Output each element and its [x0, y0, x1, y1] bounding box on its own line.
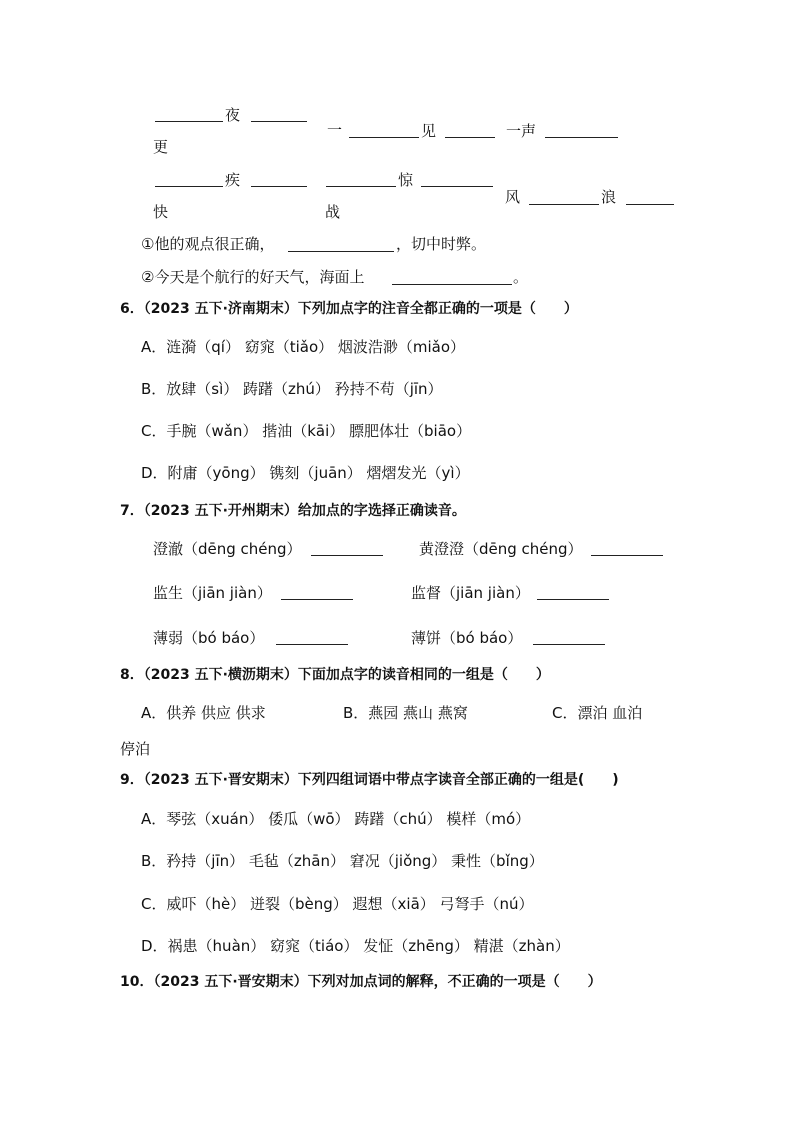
option-d[interactable]: D．附庸（yōng） 镌刻（juān） 熠熠发光（yì） — [141, 464, 470, 482]
blank[interactable] — [155, 121, 223, 122]
char-feng: 风 — [505, 188, 521, 206]
char-zhan: 战 — [325, 203, 341, 221]
blank[interactable] — [392, 284, 512, 285]
char-ji: 疾 — [225, 171, 241, 189]
blank[interactable] — [251, 186, 307, 187]
char-jian: 见 — [421, 122, 437, 140]
answer-blank[interactable] — [311, 555, 383, 556]
sentence-1-post: ，切中时弊。 — [396, 235, 487, 253]
option-c[interactable]: C．手腕（wǎn） 揩油（kāi） 膘肥体壮（biāo） — [141, 422, 472, 440]
char-geng: 更 — [153, 138, 169, 156]
option-b[interactable]: B．放肆（sì） 踌躇（zhú） 矜持不苟（jīn） — [141, 380, 443, 398]
question-title: 9．（2023 五下·晋安期末）下列四组词语中带点字读音全部正确的一组是( ) — [120, 772, 619, 788]
sentence-2-pre: ②今天是个航行的好天气，海面上 — [141, 268, 365, 286]
question-title: 8．（2023 五下·横沥期末）下面加点字的读音相同的一组是（ ） — [120, 667, 550, 683]
option-a[interactable]: A．涟漪（qí） 窈窕（tiǎo） 烟波浩渺（miǎo） — [141, 338, 466, 356]
option-a[interactable]: A．琴弦（xuán） 倭瓜（wō） 踌躇（chú） 模样（mó） — [141, 810, 531, 828]
question-title: 6．（2023 五下·济南期末）下列加点字的注音全都正确的一项是（ ） — [120, 301, 578, 317]
item-boruo: 薄弱（bó báo） — [153, 629, 265, 647]
blank[interactable] — [529, 204, 599, 205]
char-jing: 惊 — [398, 171, 414, 189]
blank[interactable] — [155, 186, 223, 187]
option-d[interactable]: D．祸患（huàn） 窈窕（tiáo） 发怔（zhēng） 精湛（zhàn） — [141, 937, 570, 955]
blank[interactable] — [445, 137, 495, 138]
sentence-1-pre: ①他的观点很正确， — [141, 235, 275, 253]
answer-blank[interactable] — [537, 599, 609, 600]
blank[interactable] — [251, 121, 307, 122]
option-b[interactable]: B．燕园 燕山 燕窝 — [343, 704, 468, 722]
char-yisheng: 一声 — [506, 122, 537, 140]
item-huangdengdeng: 黄澄澄（dēng chéng） — [419, 540, 583, 558]
blank[interactable] — [421, 186, 493, 187]
char-ye: 夜 — [225, 106, 241, 124]
answer-blank[interactable] — [533, 644, 605, 645]
option-c-continued: 停泊 — [120, 740, 151, 758]
blank[interactable] — [545, 137, 618, 138]
answer-blank[interactable] — [276, 644, 348, 645]
option-a[interactable]: A．供养 供应 供求 — [141, 704, 266, 722]
sentence-2-post: 。 — [513, 268, 529, 286]
item-baobing: 薄饼（bó báo） — [411, 629, 523, 647]
char-lang: 浪 — [601, 188, 617, 206]
question-title: 7．（2023 五下·开州期末）给加点的字选择正确读音。 — [120, 503, 466, 519]
blank[interactable] — [626, 204, 674, 205]
option-c[interactable]: C．威吓（hè） 迸裂（bèng） 遐想（xiā） 弓弩手（nú） — [141, 895, 534, 913]
blank[interactable] — [326, 186, 396, 187]
option-c[interactable]: C．漂泊 血泊 — [552, 704, 643, 722]
answer-blank[interactable] — [281, 599, 353, 600]
item-jiansheng: 监生（jiān jiàn） — [153, 584, 272, 602]
item-jiandu: 监督（jiān jiàn） — [411, 584, 530, 602]
char-kuai: 快 — [153, 203, 169, 221]
char-yi: 一 — [327, 121, 343, 139]
option-b[interactable]: B．矜持（jīn） 毛毡（zhān） 窘况（jiǒng） 秉性（bǐng） — [141, 852, 544, 870]
blank[interactable] — [288, 251, 394, 252]
question-title: 10．（2023 五下·晋安期末）下列对加点词的解释，不正确的一项是（ ） — [120, 974, 602, 990]
item-chengche: 澄澈（dēng chéng） — [153, 540, 302, 558]
answer-blank[interactable] — [591, 555, 663, 556]
blank[interactable] — [349, 137, 419, 138]
